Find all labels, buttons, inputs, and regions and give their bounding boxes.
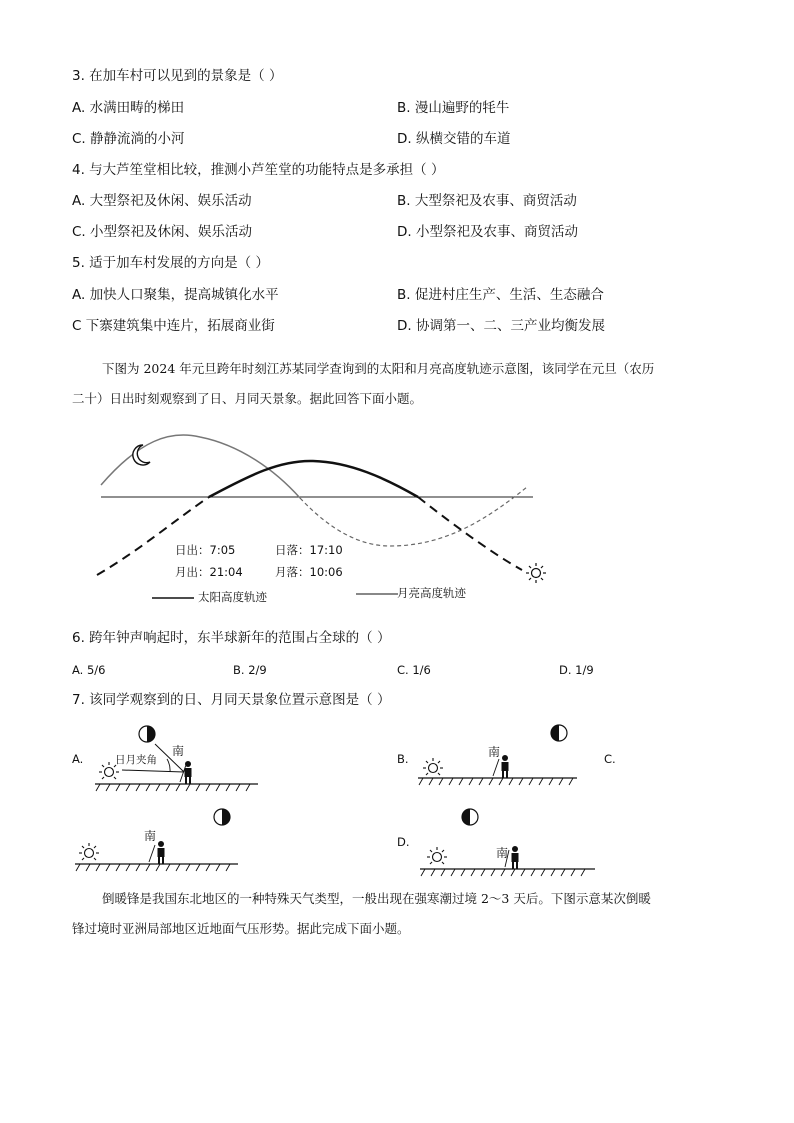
q7-a-moon-icon: [139, 726, 155, 742]
q7-option-a-diagram: [95, 726, 258, 791]
q7-a-person-icon: [185, 761, 192, 784]
q7-a-angle-label: 日月夹角: [115, 754, 157, 766]
q4-option-c: C. 小型祭祀及休闲、娱乐活动: [72, 224, 253, 240]
q7-b-moon-icon: [551, 725, 567, 741]
q7-option-b-diagram: [418, 725, 577, 785]
moonrise-time: 月出：21:04: [175, 565, 243, 579]
sunset-time: 日落：17:10: [275, 543, 343, 557]
q7-option-c-label: C.: [604, 752, 616, 766]
q7-option-c-diagram: [75, 809, 238, 871]
q5-option-b: B. 促进村庄生产、生活、生态融合: [397, 287, 604, 303]
q3-option-c: C. 静静流淌的小河: [72, 131, 185, 147]
passage1-line1: 下图为 2024 年元旦跨年时刻江苏某同学查询到的太阳和月亮高度轨迹示意图，该同学在元旦（农历: [102, 361, 655, 376]
q5-stem: 5. 适于加车村发展的方向是（ ）: [72, 255, 269, 271]
q3-option-d: D. 纵横交错的车道: [397, 131, 511, 147]
q7-option-a-label: A.: [72, 752, 84, 766]
q7-b-sun-icon: [423, 758, 443, 775]
q7-c-moon-icon: [214, 809, 230, 825]
q7-d-sun-icon: [427, 847, 447, 864]
q7-option-d-label: D.: [397, 835, 410, 849]
q4-option-b: B. 大型祭祀及农事、商贸活动: [397, 193, 577, 209]
q4-option-d: D. 小型祭祀及农事、商贸活动: [397, 224, 578, 240]
q3-stem: 3. 在加车村可以见到的景象是（ ）: [72, 68, 283, 84]
q3-option-b: B. 漫山遍野的牦牛: [397, 100, 510, 116]
passage2-line2: 锋过境时亚洲局部地区近地面气压形势。据此完成下面小题。: [72, 921, 410, 936]
q7-d-person-icon: [512, 846, 519, 869]
q7-a-south-label: 南: [172, 744, 185, 758]
q5-option-a: A. 加快人口聚集，提高城镇化水平: [72, 287, 279, 303]
q7-c-sun-icon: [79, 843, 99, 860]
q6-stem: 6. 跨年钟声响起时，东半球新年的范围占全球的（ ）: [72, 630, 391, 646]
q5-option-d: D. 协调第一、二、三产业均衡发展: [397, 318, 605, 334]
moonset-time: 月落：10:06: [275, 565, 343, 579]
q7-option-d-diagram: [420, 809, 595, 876]
q6-option-a: A. 5/6: [72, 663, 106, 677]
q6-option-d: D. 1/9: [559, 663, 594, 677]
legend-moon-label: 月亮高度轨迹: [397, 586, 466, 600]
q5-option-c: C 下寨建筑集中连片，拓展商业街: [72, 318, 275, 334]
sunrise-time: 日出：7:05: [175, 543, 236, 557]
legend-sun-label: 太阳高度轨迹: [198, 590, 267, 604]
q7-c-person-icon: [158, 841, 165, 864]
q7-stem: 7. 该同学观察到的日、月同天景象位置示意图是（ ）: [72, 692, 391, 708]
q6-option-c: C. 1/6: [397, 663, 431, 677]
q4-option-a: A. 大型祭祀及休闲、娱乐活动: [72, 193, 252, 209]
q7-d-south-label: 南: [496, 846, 509, 860]
q3-option-a: A. 水满田畴的梯田: [72, 100, 185, 116]
q7-c-south-label: 南: [144, 829, 157, 843]
q7-b-person-icon: [502, 755, 509, 778]
passage2-line1: 倒暖锋是我国东北地区的一种特殊天气类型，一般出现在强寒潮过境 2～3 天后。下图示意某次倒暖: [102, 891, 651, 906]
q7-option-b-label: B.: [397, 752, 409, 766]
q4-stem: 4. 与大芦笙堂相比较，推测小芦笙堂的功能特点是多承担（ ）: [72, 162, 445, 178]
passage1-line2: 二十）日出时刻观察到了日、月同天景象。据此回答下面小题。: [72, 391, 423, 406]
q7-d-moon-icon: [462, 809, 478, 825]
q7-b-south-label: 南: [488, 745, 501, 759]
q6-option-b: B. 2/9: [233, 663, 267, 677]
